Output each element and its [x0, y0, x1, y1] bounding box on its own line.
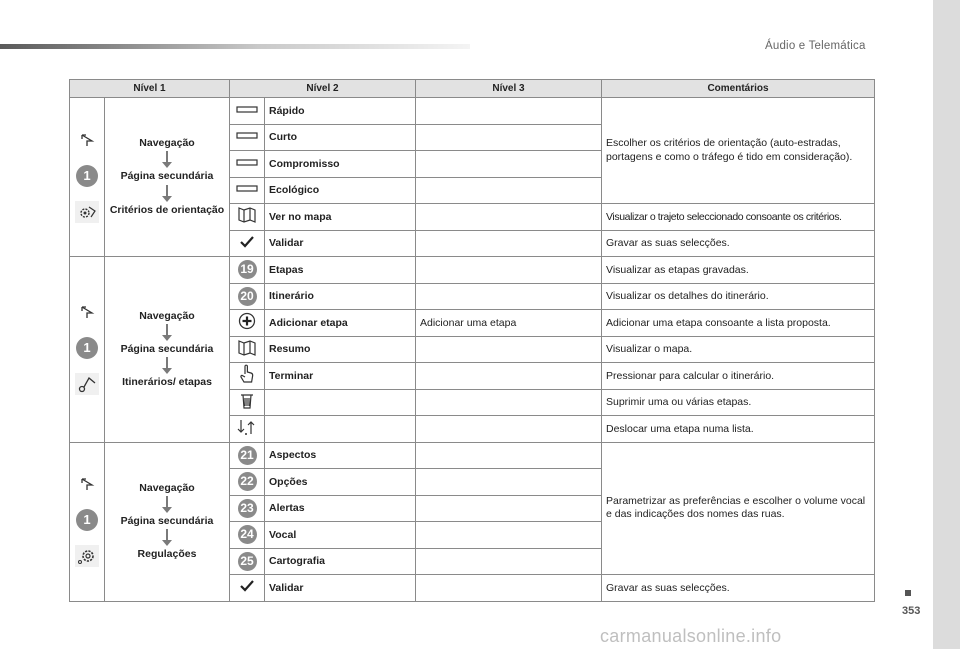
level2-icon-cell [230, 230, 265, 257]
navigation-menu-table [69, 79, 875, 602]
level1-line: Regulações [137, 548, 197, 561]
column-header-nivel2: Nível 2 [230, 80, 416, 98]
level1-path [105, 442, 230, 601]
level2-label: Resumo [265, 336, 416, 363]
line-icon [236, 184, 258, 196]
step-badge: 21 [238, 446, 257, 465]
arrow-down-icon [161, 185, 173, 203]
section-title: Áudio e Telemática [765, 40, 866, 52]
level2-icon-cell [230, 416, 265, 443]
level2-icon-cell [230, 575, 265, 602]
level3-cell [416, 469, 602, 496]
level1-icons [70, 98, 105, 257]
table-row [70, 257, 875, 284]
comment-cell: Suprimir uma ou várias etapas. [602, 389, 875, 416]
table-header-row [70, 80, 875, 98]
move-icon [235, 427, 259, 439]
level2-label: Curto [265, 124, 416, 151]
level3-cell [416, 548, 602, 575]
line-icon [236, 131, 258, 143]
level1-line: Página secundária [120, 342, 214, 355]
step-badge: 23 [238, 499, 257, 518]
arrow-down-icon [161, 324, 173, 342]
level2-icon-cell [230, 204, 265, 231]
step-badge: 22 [238, 472, 257, 491]
arrow-down-icon [161, 496, 173, 514]
watermark-text: carmanualsonline.info [600, 626, 782, 646]
arrow-down-icon [161, 357, 173, 375]
table-row [70, 442, 875, 469]
level2-icon-cell [230, 548, 265, 575]
level3-cell [416, 151, 602, 178]
level1-line: Navegação [139, 481, 195, 494]
route-flag-icon [75, 373, 99, 395]
page-number: 353 [902, 605, 921, 617]
level2-label: Adicionar etapa [265, 310, 416, 337]
table-row [70, 98, 875, 125]
level3-cell [416, 522, 602, 549]
level2-icon-cell [230, 151, 265, 178]
step-badge: 25 [238, 552, 257, 571]
level2-label: Itinerário [265, 283, 416, 310]
comment-cell: Adicionar uma etapa consoante a lista proposta. [602, 310, 875, 337]
gear-icon [75, 545, 99, 567]
level3-cell [416, 204, 602, 231]
level2-icon-cell [230, 442, 265, 469]
comment-cell: Visualizar os detalhes do itinerário. [602, 283, 875, 310]
level3-cell [416, 230, 602, 257]
level3-cell [416, 283, 602, 310]
comment-cell: Visualizar o trajeto seleccionado consoante os critérios. [602, 204, 875, 231]
level3-cell [416, 336, 602, 363]
step-badge: 24 [238, 525, 257, 544]
level3-cell [416, 124, 602, 151]
plus-circle-icon [238, 321, 256, 333]
line-icon [236, 158, 258, 170]
level2-label: Validar [265, 575, 416, 602]
level3-cell [416, 257, 602, 284]
comment-cell: Deslocar uma etapa numa lista. [602, 416, 875, 443]
level2-label: Ecológico [265, 177, 416, 204]
level3-cell [416, 575, 602, 602]
level2-label: Validar [265, 230, 416, 257]
level2-icon-cell [230, 522, 265, 549]
level3-cell: Adicionar uma etapa [416, 310, 602, 337]
step-badge: 19 [238, 260, 257, 279]
level2-icon-cell [230, 283, 265, 310]
step-badge: 1 [76, 509, 98, 531]
navigation-arrow-icon [79, 476, 95, 495]
comment-cell: Pressionar para calcular o itinerário. [602, 363, 875, 390]
comment-cell: Parametrizar as preferências e escolher o volume vocal e das indicações dos nomes das ruas. [602, 442, 875, 575]
level2-label: Cartografia [265, 548, 416, 575]
level1-line: Critérios de orientação [109, 203, 225, 216]
level2-icon-cell [230, 363, 265, 390]
level2-icon-cell [230, 257, 265, 284]
level2-label: Terminar [265, 363, 416, 390]
level1-path [105, 257, 230, 443]
step-badge: 1 [76, 165, 98, 187]
comment-cell: Visualizar as etapas gravadas. [602, 257, 875, 284]
header-gradient-bar [0, 44, 470, 49]
level3-cell [416, 363, 602, 390]
arrow-down-icon [161, 151, 173, 169]
page-side-strip [933, 0, 960, 649]
comment-cell: Visualizar o mapa. [602, 336, 875, 363]
level3-cell [416, 177, 602, 204]
trash-icon [239, 401, 255, 413]
level2-icon-cell [230, 389, 265, 416]
level2-icon-cell [230, 124, 265, 151]
step-badge: 20 [238, 287, 257, 306]
arrow-down-icon [161, 529, 173, 547]
level1-icons [70, 257, 105, 443]
level2-icon-cell [230, 98, 265, 125]
level2-label: Compromisso [265, 151, 416, 178]
level1-line: Página secundária [120, 514, 214, 527]
level1-line: Página secundária [120, 170, 214, 183]
column-header-comentarios: Comentários [602, 80, 875, 98]
navigation-arrow-icon [79, 132, 95, 151]
line-icon [236, 105, 258, 117]
level1-line: Navegação [139, 309, 195, 322]
settings-route-icon [75, 201, 99, 223]
step-badge: 1 [76, 337, 98, 359]
level3-cell [416, 389, 602, 416]
map-icon [237, 215, 257, 227]
navigation-arrow-icon [79, 304, 95, 323]
level2-icon-cell [230, 177, 265, 204]
level2-label: Aspectos [265, 442, 416, 469]
level2-label [265, 389, 416, 416]
column-header-nivel3: Nível 3 [416, 80, 602, 98]
level2-label [265, 416, 416, 443]
level2-icon-cell [230, 469, 265, 496]
level2-icon-cell [230, 495, 265, 522]
level1-path [105, 98, 230, 257]
level2-icon-cell [230, 336, 265, 363]
level1-icons [70, 442, 105, 601]
level2-label: Rápido [265, 98, 416, 125]
level2-label: Alertas [265, 495, 416, 522]
level3-cell [416, 495, 602, 522]
check-icon [240, 583, 254, 595]
level2-label: Ver no mapa [265, 204, 416, 231]
map-icon [237, 348, 257, 360]
check-icon [240, 239, 254, 251]
level3-cell [416, 98, 602, 125]
column-header-nivel1: Nível 1 [70, 80, 230, 98]
level2-label: Etapas [265, 257, 416, 284]
level1-line: Navegação [139, 137, 195, 150]
level2-label: Vocal [265, 522, 416, 549]
comment-cell: Gravar as suas selecções. [602, 230, 875, 257]
level3-cell [416, 416, 602, 443]
level1-line: Itinerários/ etapas [122, 375, 212, 388]
comment-cell: Gravar as suas selecções. [602, 575, 875, 602]
level3-cell [416, 442, 602, 469]
page-marker [905, 590, 911, 596]
comment-cell: Escolher os critérios de orientação (auto-estradas, portagens e como o tráfego é tido em consideração). [602, 98, 875, 204]
hand-icon [239, 375, 255, 387]
level2-icon-cell [230, 310, 265, 337]
level2-label: Opções [265, 469, 416, 496]
